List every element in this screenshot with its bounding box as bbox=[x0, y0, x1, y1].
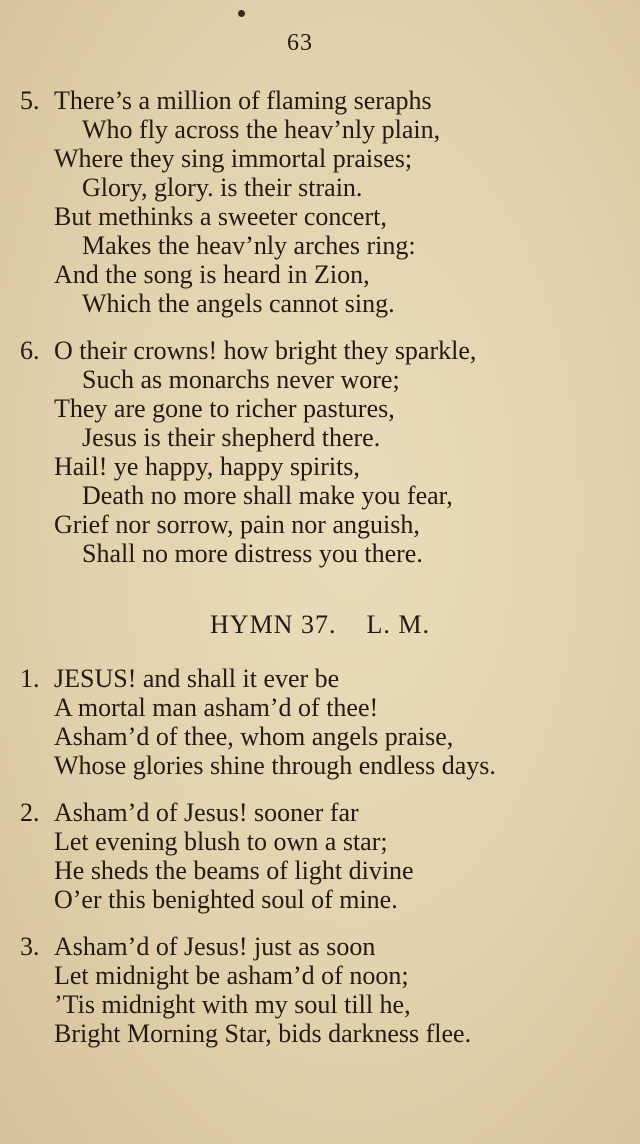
verse-text: Asham’d of Jesus! just as soon bbox=[54, 932, 376, 961]
verse-line: Where they sing immortal praises; bbox=[54, 144, 413, 173]
stanza-number: 1. bbox=[20, 664, 40, 693]
verse-line: Whose glories shine through endless days. bbox=[54, 751, 496, 780]
verse-text: Asham’d of Jesus! sooner far bbox=[54, 798, 359, 827]
verse-line: O’er this benighted soul of mine. bbox=[54, 885, 398, 914]
stanza-number: 6. bbox=[20, 336, 40, 365]
stanza-5 bbox=[20, 86, 620, 318]
verse-line: He sheds the beams of light divine bbox=[54, 856, 414, 885]
verse-line: And the song is heard in Zion, bbox=[54, 260, 370, 289]
verse-line: Let midnight be asham’d of noon; bbox=[54, 961, 409, 990]
hymn37-stanza-3 bbox=[20, 932, 620, 1048]
verse-line bbox=[20, 798, 620, 827]
verse-line bbox=[20, 664, 620, 693]
stanza-6 bbox=[20, 336, 620, 568]
stanza-number: 2. bbox=[20, 798, 40, 827]
hymn37-stanza-2 bbox=[20, 798, 620, 914]
verse-line: Bright Morning Star, bids darkness flee. bbox=[54, 1019, 472, 1048]
stanza-number: 5. bbox=[20, 86, 40, 115]
verse-line: Jesus is their shepherd there. bbox=[82, 423, 381, 452]
verse-line: ’Tis midnight with my soul till he, bbox=[54, 990, 411, 1019]
page-number: 63 bbox=[287, 30, 313, 56]
verse-line: Makes the heav’nly arches ring: bbox=[82, 231, 416, 260]
verse-text: There’s a million of flaming seraphs bbox=[54, 86, 432, 115]
verse-text: O their crowns! how bright they sparkle, bbox=[54, 336, 477, 365]
verse-line bbox=[20, 86, 620, 115]
verse-line: Death no more shall make you fear, bbox=[82, 481, 453, 510]
verse-line: Who fly across the heav’nly plain, bbox=[82, 115, 441, 144]
verse-line: Asham’d of thee, whom angels praise, bbox=[54, 722, 454, 751]
verse-line: Grief nor sorrow, pain nor anguish, bbox=[54, 510, 420, 539]
verse-line: Which the angels cannot sing. bbox=[82, 289, 395, 318]
verse-line: A mortal man asham’d of thee! bbox=[54, 693, 379, 722]
hymn-title: HYMN 37. bbox=[210, 610, 337, 639]
hymn37-stanza-1 bbox=[20, 664, 620, 780]
verse-line: Such as monarchs never wore; bbox=[82, 365, 400, 394]
verse-line: Shall no more distress you there. bbox=[82, 539, 423, 568]
hymn-meter: L. M. bbox=[366, 610, 430, 639]
stanza-number: 3. bbox=[20, 932, 40, 961]
verse-line: But methinks a sweeter concert, bbox=[54, 202, 387, 231]
verse-line: Hail! ye happy, happy spirits, bbox=[54, 452, 360, 481]
verse-text: JESUS! and shall it ever be bbox=[54, 664, 340, 693]
verse-line: Glory, glory. is their strain. bbox=[82, 173, 363, 202]
verse-line bbox=[20, 932, 620, 961]
verse-line bbox=[20, 336, 620, 365]
hymn-heading bbox=[20, 610, 620, 639]
verse-line: Let evening blush to own a star; bbox=[54, 827, 388, 856]
verse-line: They are gone to richer pastures, bbox=[54, 394, 395, 423]
page-content bbox=[20, 86, 620, 1048]
ink-speck bbox=[238, 10, 245, 17]
